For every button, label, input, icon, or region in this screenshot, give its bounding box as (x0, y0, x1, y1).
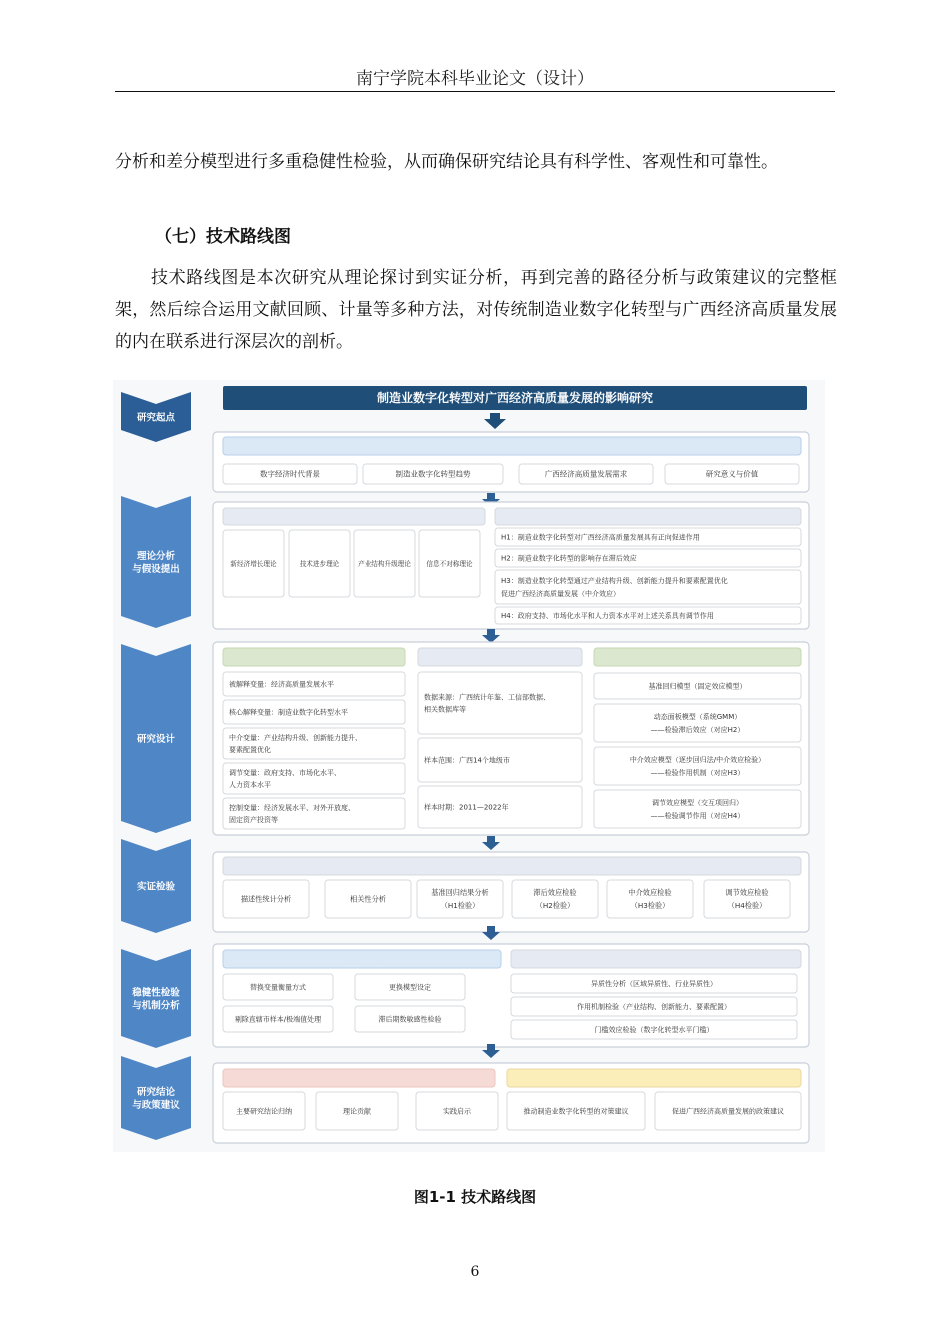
empirical-item (607, 880, 693, 918)
background-item-label: 广西经济高质量发展需求 (544, 469, 628, 479)
stage-label: 稳健性检验与机制分析 (132, 987, 180, 1012)
variable-item-label: 被解释变量：经济高质量发展水平 (229, 680, 334, 689)
robustness-item-label: 剔除直辖市样本/极端值处理 (234, 1015, 322, 1024)
empirical-item-label: 相关性分析 (350, 894, 386, 904)
variables-title-label: 变量设定 (294, 652, 334, 664)
stage-chevron (121, 496, 191, 628)
page-number: 6 (470, 1264, 480, 1280)
data-source-title-label: 数据来源与样本选择 (457, 652, 543, 664)
stage-chevron (121, 949, 191, 1048)
background-item-label: 制造业数字化转型趋势 (395, 469, 471, 479)
stage-label: 研究起点 (136, 412, 176, 424)
stage-label: 研究结论与政策建议 (132, 1086, 180, 1111)
data-source-item-label: 样本范围：广西14个地级市 (424, 756, 510, 765)
header-rule (115, 91, 835, 92)
further-item-label: 作用机制检验（产业结构、创新能力、要素配置） (577, 1002, 731, 1011)
paragraph-robustness: 分析和差分模型进行多重稳健性检验，从而确保研究结论具有科学性、客观性和可靠性。 (115, 152, 778, 172)
variable-item-label: 调节变量：政府支持、市场化水平、人力资本水平 (229, 768, 341, 789)
policy-item-label: 推动制造业数字化转型的对策建议 (523, 1107, 629, 1116)
model-item (594, 704, 801, 742)
model-item-label: 动态面板模型（系统GMM）——检验滞后效应（对应H2） (650, 712, 745, 734)
model-item-label: 调节效应模型（交互项回归）——检验调节作用（对应H4） (650, 798, 745, 820)
stage-label: 理论分析与假设提出 (132, 550, 180, 575)
variable-item (223, 798, 405, 829)
hypotheses-title-label: 研究假设 (629, 512, 667, 523)
empirical-item-label: 描述性统计分析 (240, 894, 292, 904)
data-source-item (418, 672, 582, 734)
empirical-item-label: 调节效应检验（H4检验） (725, 888, 769, 911)
hypothesis-item-label: H4：政府支持、市场化水平和人力资本水平对上述关系具有调节作用 (501, 611, 714, 620)
empirical-item-label: 中介效应检验（H3检验） (628, 888, 672, 911)
conclusion-item-label: 理论贡献 (343, 1107, 371, 1116)
arrow-down-icon (484, 413, 506, 429)
background-title-label: 研究背景与问题提出 (467, 441, 557, 453)
further-title-label: 进一步分析 (632, 954, 680, 966)
theory-item-label: 信息不对称理论 (426, 559, 473, 568)
theory-item-label: 新经济增长理论 (230, 559, 277, 568)
arrow-down-icon (482, 629, 500, 643)
further-item-label: 门槛效应检验（数字化转型水平门槛） (594, 1025, 714, 1034)
models-title-label: 模型设定 (678, 652, 717, 664)
further-item-label: 异质性分析（区域异质性、行业异质性） (591, 979, 717, 988)
background-item-label: 研究意义与价值 (705, 469, 759, 479)
running-header: 南宁学院本科毕业论文（设计） (356, 69, 594, 89)
paragraph-roadmap: 技术路线图是本次研究从理论探讨到实证分析，再到完善的路径分析与政策建议的完整框架，然后综合运用文献回顾、计量等多种方法，对传统制造业数字化转型与广西经济高质量发展的内在联系进行深层次的剖析。 (115, 268, 837, 352)
variable-item-label: 控制变量：经济发展水平、对外开放度、固定资产投资等 (229, 803, 355, 824)
robustness-item-label: 更换模型设定 (389, 983, 431, 992)
theory-title-label: 理论基础 (335, 512, 373, 523)
policy-title-label: 政策建议 (634, 1073, 674, 1085)
empirical-title-label: 实证分析 (492, 861, 532, 873)
hypothesis-item-label: H1：制造业数字化转型对广西经济高质量发展具有正向促进作用 (501, 533, 700, 542)
stage-label: 研究设计 (136, 733, 176, 745)
arrow-down-icon (482, 836, 500, 850)
empirical-item (417, 880, 503, 918)
data-source-item-label: 数据来源：广西统计年鉴、工信部数据、相关数据库等 (424, 693, 550, 714)
section-title: （七）技术路线图 (155, 227, 291, 247)
model-item-label: 中介效应模型（逐步回归法/中介效应检验）——检验作用机制（对应H3） (629, 755, 766, 777)
empirical-item-label: 滞后效应检验（H2检验） (533, 888, 577, 911)
empirical-item-label: 基准回归结果分析（H1检验） (431, 888, 489, 911)
variable-item-label: 中介变量：产业结构升级、创新能力提升、要素配置优化 (229, 733, 362, 754)
hypothesis-item-label: H3：制造业数字化转型通过产业结构升级、创新能力提升和要素配置优化促进广西经济高质量发展（中介效应） (501, 576, 728, 598)
hypothesis-item-label: H2：制造业数字化转型的影响存在滞后效应 (501, 554, 637, 563)
conclusion-title-label: 研究结论 (339, 1073, 379, 1085)
empirical-item (704, 880, 790, 918)
robustness-item-label: 滞后期数敏感性检验 (378, 1015, 442, 1024)
roadmap-diagram (113, 380, 825, 1152)
main-title: 制造业数字化转型对广西经济高质量发展的影响研究 (376, 391, 654, 406)
model-item-label: 基准回归模型（固定效应模型） (648, 682, 747, 691)
data-source-item-label: 样本时期：2011—2022年 (424, 803, 509, 812)
variable-item (223, 728, 405, 759)
policy-item-label: 促进广西经济高质量发展的政策建议 (672, 1107, 784, 1116)
model-item (594, 747, 801, 785)
empirical-item (512, 880, 598, 918)
theory-item-label: 技术进步理论 (299, 559, 340, 568)
robustness-title-label: 稳健性检验 (338, 954, 386, 966)
hypothesis-item (495, 570, 801, 604)
robustness-item-label: 替换变量衡量方式 (250, 983, 306, 992)
theory-item-label: 产业结构升级理论 (358, 559, 411, 568)
figure-caption: 图1-1 技术路线图 (413, 1188, 537, 1206)
roadmap-figure (113, 380, 825, 1152)
model-item (594, 790, 801, 828)
background-item-label: 数字经济时代背景 (260, 469, 320, 479)
variable-item (223, 763, 405, 794)
conclusion-item-label: 实践启示 (443, 1107, 471, 1116)
stage-label: 实证检验 (136, 881, 176, 893)
conclusion-item-label: 主要研究结论归纳 (236, 1107, 292, 1116)
variable-item-label: 核心解释变量：制造业数字化转型水平 (229, 708, 348, 717)
stage-chevron (121, 1056, 191, 1140)
